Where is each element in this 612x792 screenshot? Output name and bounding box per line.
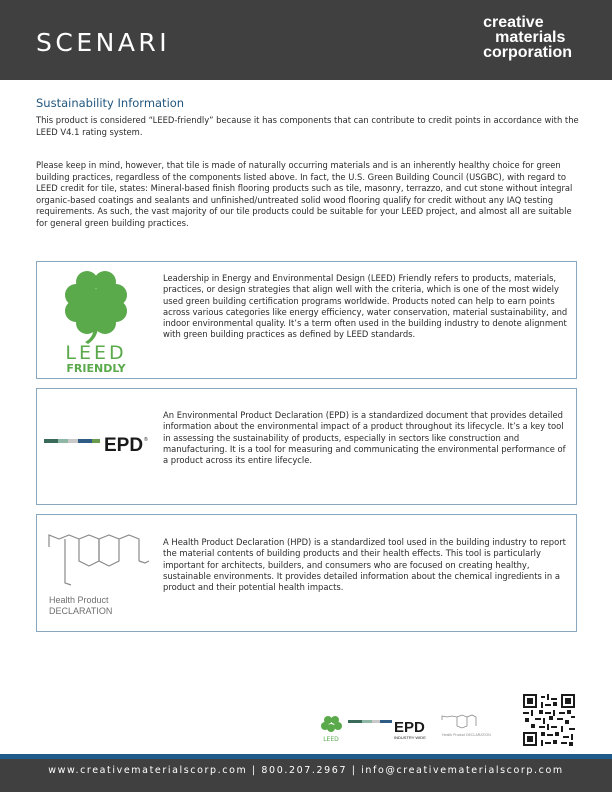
leed-friendly-logo <box>57 268 135 374</box>
svg-text:LEED: LEED <box>65 342 127 364</box>
svg-text:Health Product DECLARATION: Health Product DECLARATION <box>442 733 491 737</box>
svg-text:INDUSTRY WIDE: INDUSTRY WIDE <box>394 735 426 740</box>
page-footer <box>0 759 612 792</box>
footer-contact-text: www.creativematerialscorp.com | 800.207.2967 | info@creativematerialscorp.com <box>48 765 564 776</box>
company-logo-line: corporation <box>483 44 572 61</box>
certification-logo-strip <box>318 714 491 744</box>
svg-text:Health Product: Health Product <box>49 595 109 605</box>
hpd-small-icon <box>442 715 476 728</box>
intro-paragraph: This product is considered “LEED-friendly” because it has components that can contribute to credit points in accordance with the LEED V4.1 rating system. <box>36 115 579 137</box>
hpd-logo <box>45 533 155 623</box>
svg-text:FRIENDLY: FRIENDLY <box>66 362 126 375</box>
hpd-description: A Health Product Declaration (HPD) is a standardized tool used in the building industry to report the material contents of building products and their health effects. This tool is particularly important for architects, builders, and consumers who are focused on creating healthy, sustainable environments. It provides detailed information about the chemical ingredients in a product and their potential health impacts. <box>163 537 566 593</box>
section-title: Sustainability Information <box>36 96 185 110</box>
company-logo-line: creative <box>483 14 544 31</box>
svg-text:®: ® <box>144 437 148 443</box>
leed-small-icon <box>321 716 342 732</box>
leed-description: Leadership in Energy and Environmental Design (LEED) Friendly refers to products, materials, practices, or design strategies that align well with the criteria, which is one of the most widely used green building certification programs worldwide. Products noted can help to earn points across various categories like energy efficiency, water conservation, material sustainability, and indoor environmental quality. It’s a term often used in the building industry to denote alignment with green building practices as defined by LEED standards. <box>163 273 568 340</box>
company-logo-line: materials <box>495 29 566 46</box>
epd-description: An Environmental Product Declaration (EPD) is a standardized document that provides detailed information about the environmental impact of a product throughout its lifecycle. It’s a key tool in assessing the sustainability of products, especially in sectors like construction and manufacturing. It is a tool for measuring and communicating the environmental performance of a product across its entire lifecycle. <box>163 410 566 466</box>
usgbc-paragraph: Please keep in mind, however, that tile is made of naturally occurring materials and is an inherently healthy choice for green building practices, regardless of the components listed above. In fact, the U.S. Green Building Council (USGBC), with regard to LEED credit for tile, states: Mineral-based finish flooring products such as tile, masonry, terrazzo, and cut stone without integral organic-based coatings and sealants and unfinished/untreated solid wood flooring qualify for credit without any IAQ testing requirements. As such, the vast majority of our tile products could be suitable for your LEED project, and almost all are suitable for general green building practices. <box>36 160 573 228</box>
company-logo <box>483 15 572 60</box>
qr-code <box>523 694 575 746</box>
epd-info-box <box>36 388 577 505</box>
hpd-hexagon-icon <box>49 535 149 585</box>
hpd-info-box <box>36 514 577 632</box>
clover-icon <box>65 271 127 344</box>
svg-text:DECLARATION: DECLARATION <box>49 606 113 616</box>
leed-info-box <box>36 261 577 379</box>
epd-logo <box>44 431 154 459</box>
svg-text:EPD: EPD <box>104 435 144 456</box>
svg-text:EPD: EPD <box>394 719 425 736</box>
brand-logo: SCENARI <box>36 28 171 57</box>
page-header <box>0 0 612 80</box>
svg-text:LEED: LEED <box>323 736 339 743</box>
